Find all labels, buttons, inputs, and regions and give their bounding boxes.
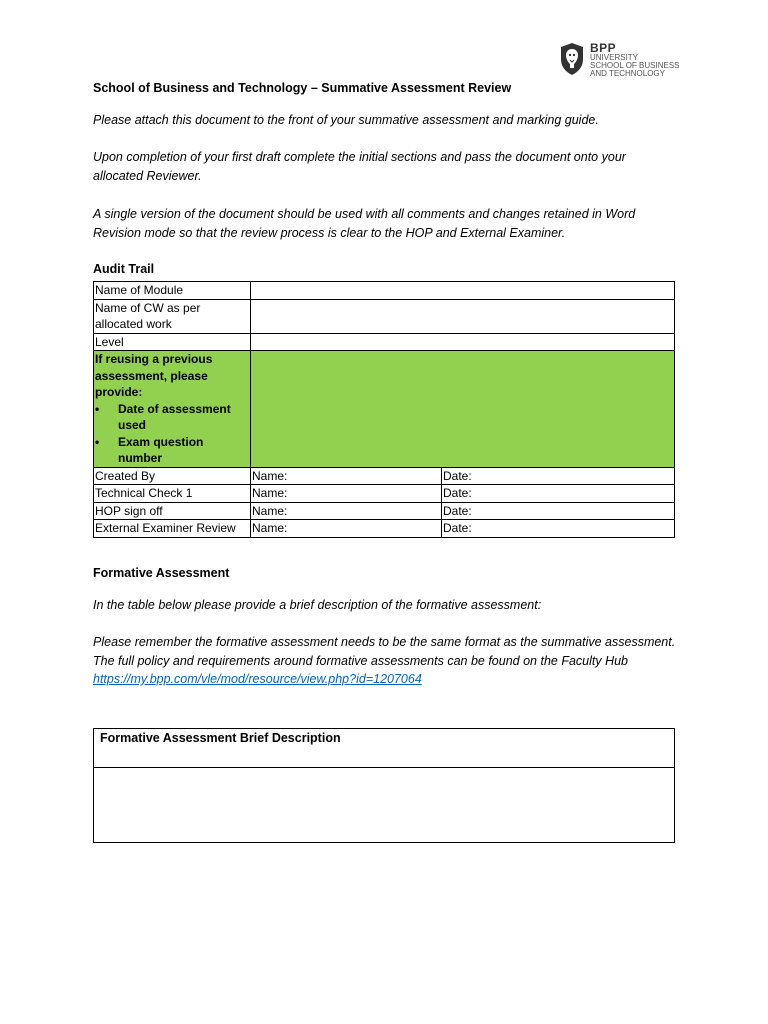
logo-brand: BPP: [590, 41, 617, 55]
table-row: [94, 485, 675, 503]
module-value-cell[interactable]: [251, 282, 675, 300]
created-by-date[interactable]: Date:: [442, 467, 675, 485]
table-row: [94, 520, 675, 538]
formative-description-title: Formative Assessment Brief Description: [94, 729, 674, 768]
table-row: [94, 351, 675, 468]
bpp-logo: [559, 42, 680, 78]
technical-check-date[interactable]: Date:: [442, 485, 675, 503]
document-title: School of Business and Technology – Summative Assessment Review: [93, 81, 512, 95]
table-row: [94, 467, 675, 485]
cw-value-cell[interactable]: [251, 299, 675, 333]
reuse-bullet-list: [95, 401, 249, 467]
intro-paragraph-2: Upon completion of your first draft complete the initial sections and pass the document onto your allocated Reviewer.: [93, 150, 626, 183]
hop-signoff-date[interactable]: Date:: [442, 502, 675, 520]
technical-check-label: Technical Check 1: [94, 485, 251, 503]
formative-description-table: [93, 728, 675, 843]
formative-paragraph-1: In the table below please provide a brief description of the formative assessment:: [93, 598, 542, 612]
hop-signoff-label: HOP sign off: [94, 502, 251, 520]
intro-paragraph-1: Please attach this document to the front of your summative assessment and marking guide.: [93, 113, 599, 127]
created-by-name[interactable]: Name:: [251, 467, 442, 485]
external-examiner-date[interactable]: Date:: [442, 520, 675, 538]
level-label: Level: [94, 333, 251, 351]
module-label: Name of Module: [94, 282, 251, 300]
created-by-label: Created By: [94, 467, 251, 485]
technical-check-name[interactable]: Name:: [251, 485, 442, 503]
logo-line-1: UNIVERSITY: [590, 53, 639, 62]
external-examiner-name[interactable]: Name:: [251, 520, 442, 538]
reuse-label-cell: [94, 351, 251, 468]
list-item: • Date of assessment used: [95, 401, 249, 434]
formative-description-input[interactable]: [94, 768, 674, 842]
table-row: [94, 282, 675, 300]
reuse-label: If reusing a previous assessment, please provide:: [95, 352, 213, 399]
logo-line-2: SCHOOL OF BUSINESS: [590, 61, 680, 70]
formative-heading: Formative Assessment: [93, 566, 230, 580]
faculty-hub-link[interactable]: https://my.bpp.com/vle/mod/resource/view.php?id=1207064: [93, 672, 422, 686]
table-row: [94, 299, 675, 333]
cw-label: Name of CW as per allocated work: [94, 299, 251, 333]
table-row: [94, 502, 675, 520]
hop-signoff-name[interactable]: Name:: [251, 502, 442, 520]
intro-paragraph-3: A single version of the document should be used with all comments and changes retained in Word Revision mode so that the review process is clear to the HOP and External Examiner.: [93, 207, 636, 240]
formative-paragraph-text: Please remember the formative assessment needs to be the same format as the summative assessment. The full policy and requirements around formative assessments can be found on the Faculty Hub: [93, 635, 676, 668]
lion-shield-icon: [559, 42, 585, 76]
logo-line-3: AND TECHNOLOGY: [590, 69, 665, 78]
audit-trail-table: [93, 281, 675, 538]
external-examiner-label: External Examiner Review: [94, 520, 251, 538]
level-value-cell[interactable]: [251, 333, 675, 351]
audit-trail-heading: Audit Trail: [93, 262, 155, 276]
formative-paragraph-2: [93, 633, 678, 689]
reuse-value-cell[interactable]: [251, 351, 675, 468]
list-item: • Exam question number: [95, 434, 249, 467]
table-row: [94, 333, 675, 351]
